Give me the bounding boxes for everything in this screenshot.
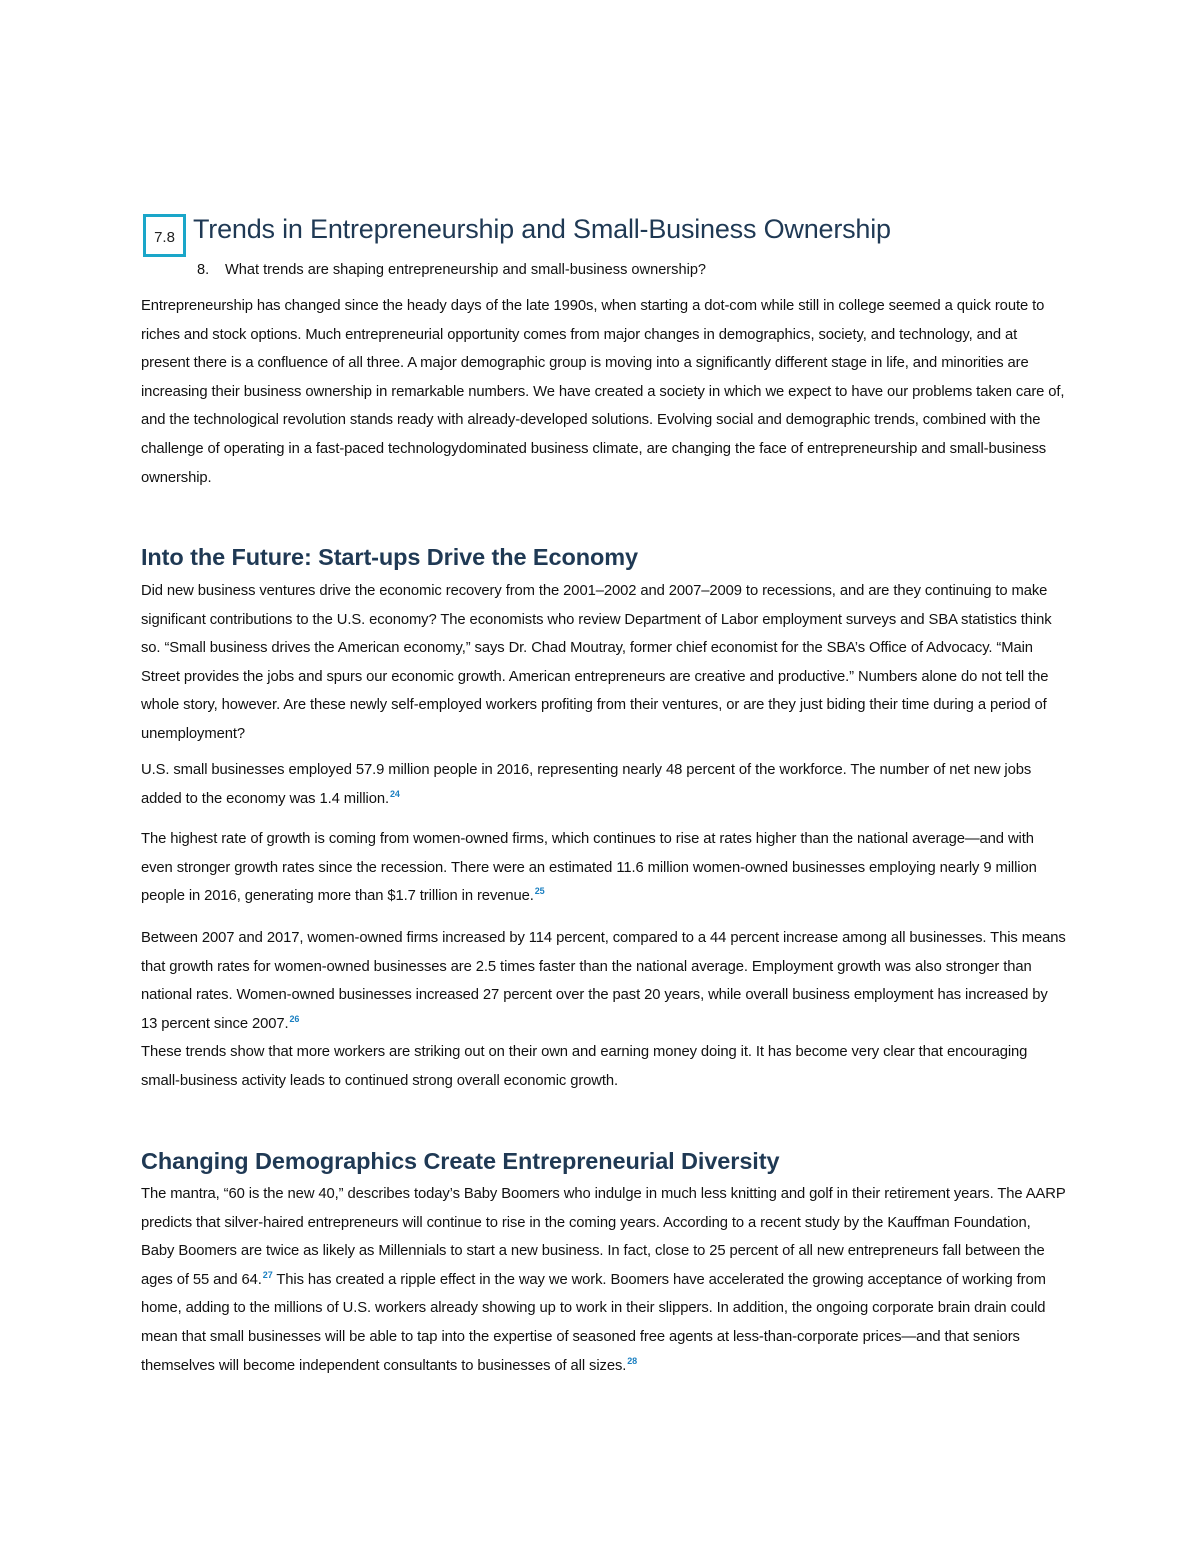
future-paragraph-3-text: The highest rate of growth is coming from women-owned firms, which continues to rise at rates higher than the national average—and with even stronger growth rates since the recession. There were an estimated 11.6 million women-owned businesses employing nearly 9 million people in 2016, generating more than $1.7 trillion in revenue. [141, 831, 1037, 905]
intro-paragraph: Entrepreneurship has changed since the heady days of the late 1990s, when starting a dot-com while still in college seemed a quick route to riches and stock options. Much entrepreneurial opportunity comes from major changes in demographics, society, and technology, and at present there is a confluence of all three. A major demographic group is moving into a significantly different stage in life, and minorities are increasing their business ownership in remarkable numbers. We have created a society in which we expect to have our problems taken care of, and the technological revolution stands ready with already-developed solutions. Evolving social and demographic trends, combined with the challenge of operating in a fast-paced technologydominated business climate, are changing the face of entrepreneurship and small-business ownership. [141, 298, 1065, 486]
demographics-paragraph-text-b: This has created a ripple effect in the way we work. Boomers have accelerated the growing acceptance of working from home, adding to the millions of U.S. workers already showing up to work in their slippers. In addition, the ongoing corporate brain drain could mean that small businesses will be able to tap into the expertise of seasoned free agents at less-than-corporate prices—and that seniors themselves will become independent consultants to businesses of all sizes. [141, 1271, 1046, 1374]
footnote-link-27[interactable]: 27 [262, 1269, 273, 1280]
future-heading: Into the Future: Start-ups Drive the Economy [141, 544, 638, 570]
future-paragraph-2 [141, 756, 1066, 813]
footnote-link-28[interactable]: 28 [627, 1355, 638, 1366]
future-paragraph-5: These trends show that more workers are striking out on their own and earning money doing it. It has become very clear that encouraging small-business activity leads to continued strong overall economic growth. [141, 1044, 1028, 1089]
footnote-link-25[interactable]: 25 [534, 886, 545, 897]
demographics-heading: Changing Demographics Create Entrepreneurial Diversity [141, 1148, 780, 1174]
section-number-box [143, 214, 186, 257]
footnote-link-24[interactable]: 24 [390, 788, 400, 799]
future-paragraph-3 [141, 825, 1066, 911]
learning-objective [197, 262, 706, 278]
objective-number: 8. [197, 262, 210, 278]
footnote-link-26[interactable]: 26 [289, 1013, 300, 1024]
future-paragraph-4 [141, 924, 1066, 1038]
section-number: 7.8 [154, 228, 175, 246]
demographics-paragraph-text-a: The mantra, “60 is the new 40,” describes today’s Baby Boomers who indulge in much less knitting and golf in their retirement years. The AARP predicts that silver-haired entrepreneurs will continue to rise in the coming years. According to a recent study by the Kauffman Foundation, Baby Boomers are twice as likely as Millennials to start a new business. In fact, close to 25 percent of all new entrepreneurs fall between the ages of 55 and 64. [141, 1186, 1066, 1288]
section-title: Trends in Entrepreneurship and Small-Business Ownership [193, 214, 891, 244]
demographics-paragraph [141, 1180, 1066, 1380]
future-paragraph-2-text: U.S. small businesses employed 57.9 million people in 2016, representing nearly 48 percent of the workforce. The number of net new jobs added to the economy was 1.4 million. [141, 762, 1032, 807]
objective-text: What trends are shaping entrepreneurship and small-business ownership? [225, 262, 707, 278]
future-paragraph-4-text: Between 2007 and 2017, women-owned firms increased by 114 percent, compared to a 44 percent increase among all businesses. This means that growth rates for women-owned businesses are 2.5 times faster than the national average. Employment growth was also stronger than national rates. Women-owned businesses increased 27 percent over the past 20 years, while overall business employment has increased by 13 percent since 2007. [141, 930, 1066, 1032]
future-paragraph-1: Did new business ventures drive the economic recovery from the 2001–2002 and 2007–2009 to recessions, and are they continuing to make significant contributions to the U.S. economy? The economists who review Department of Labor employment surveys and SBA statistics think so. “Small business drives the American economy,” says Dr. Chad Moutray, former chief economist for the SBA’s Office of Advocacy. “Main Street provides the jobs and spurs our economic growth. American entrepreneurs are creative and productive.” Numbers alone do not tell the whole story, however. Are these newly self-employed workers profiting from their ventures, or are they just biding their time during a period of unemployment? [141, 583, 1052, 742]
